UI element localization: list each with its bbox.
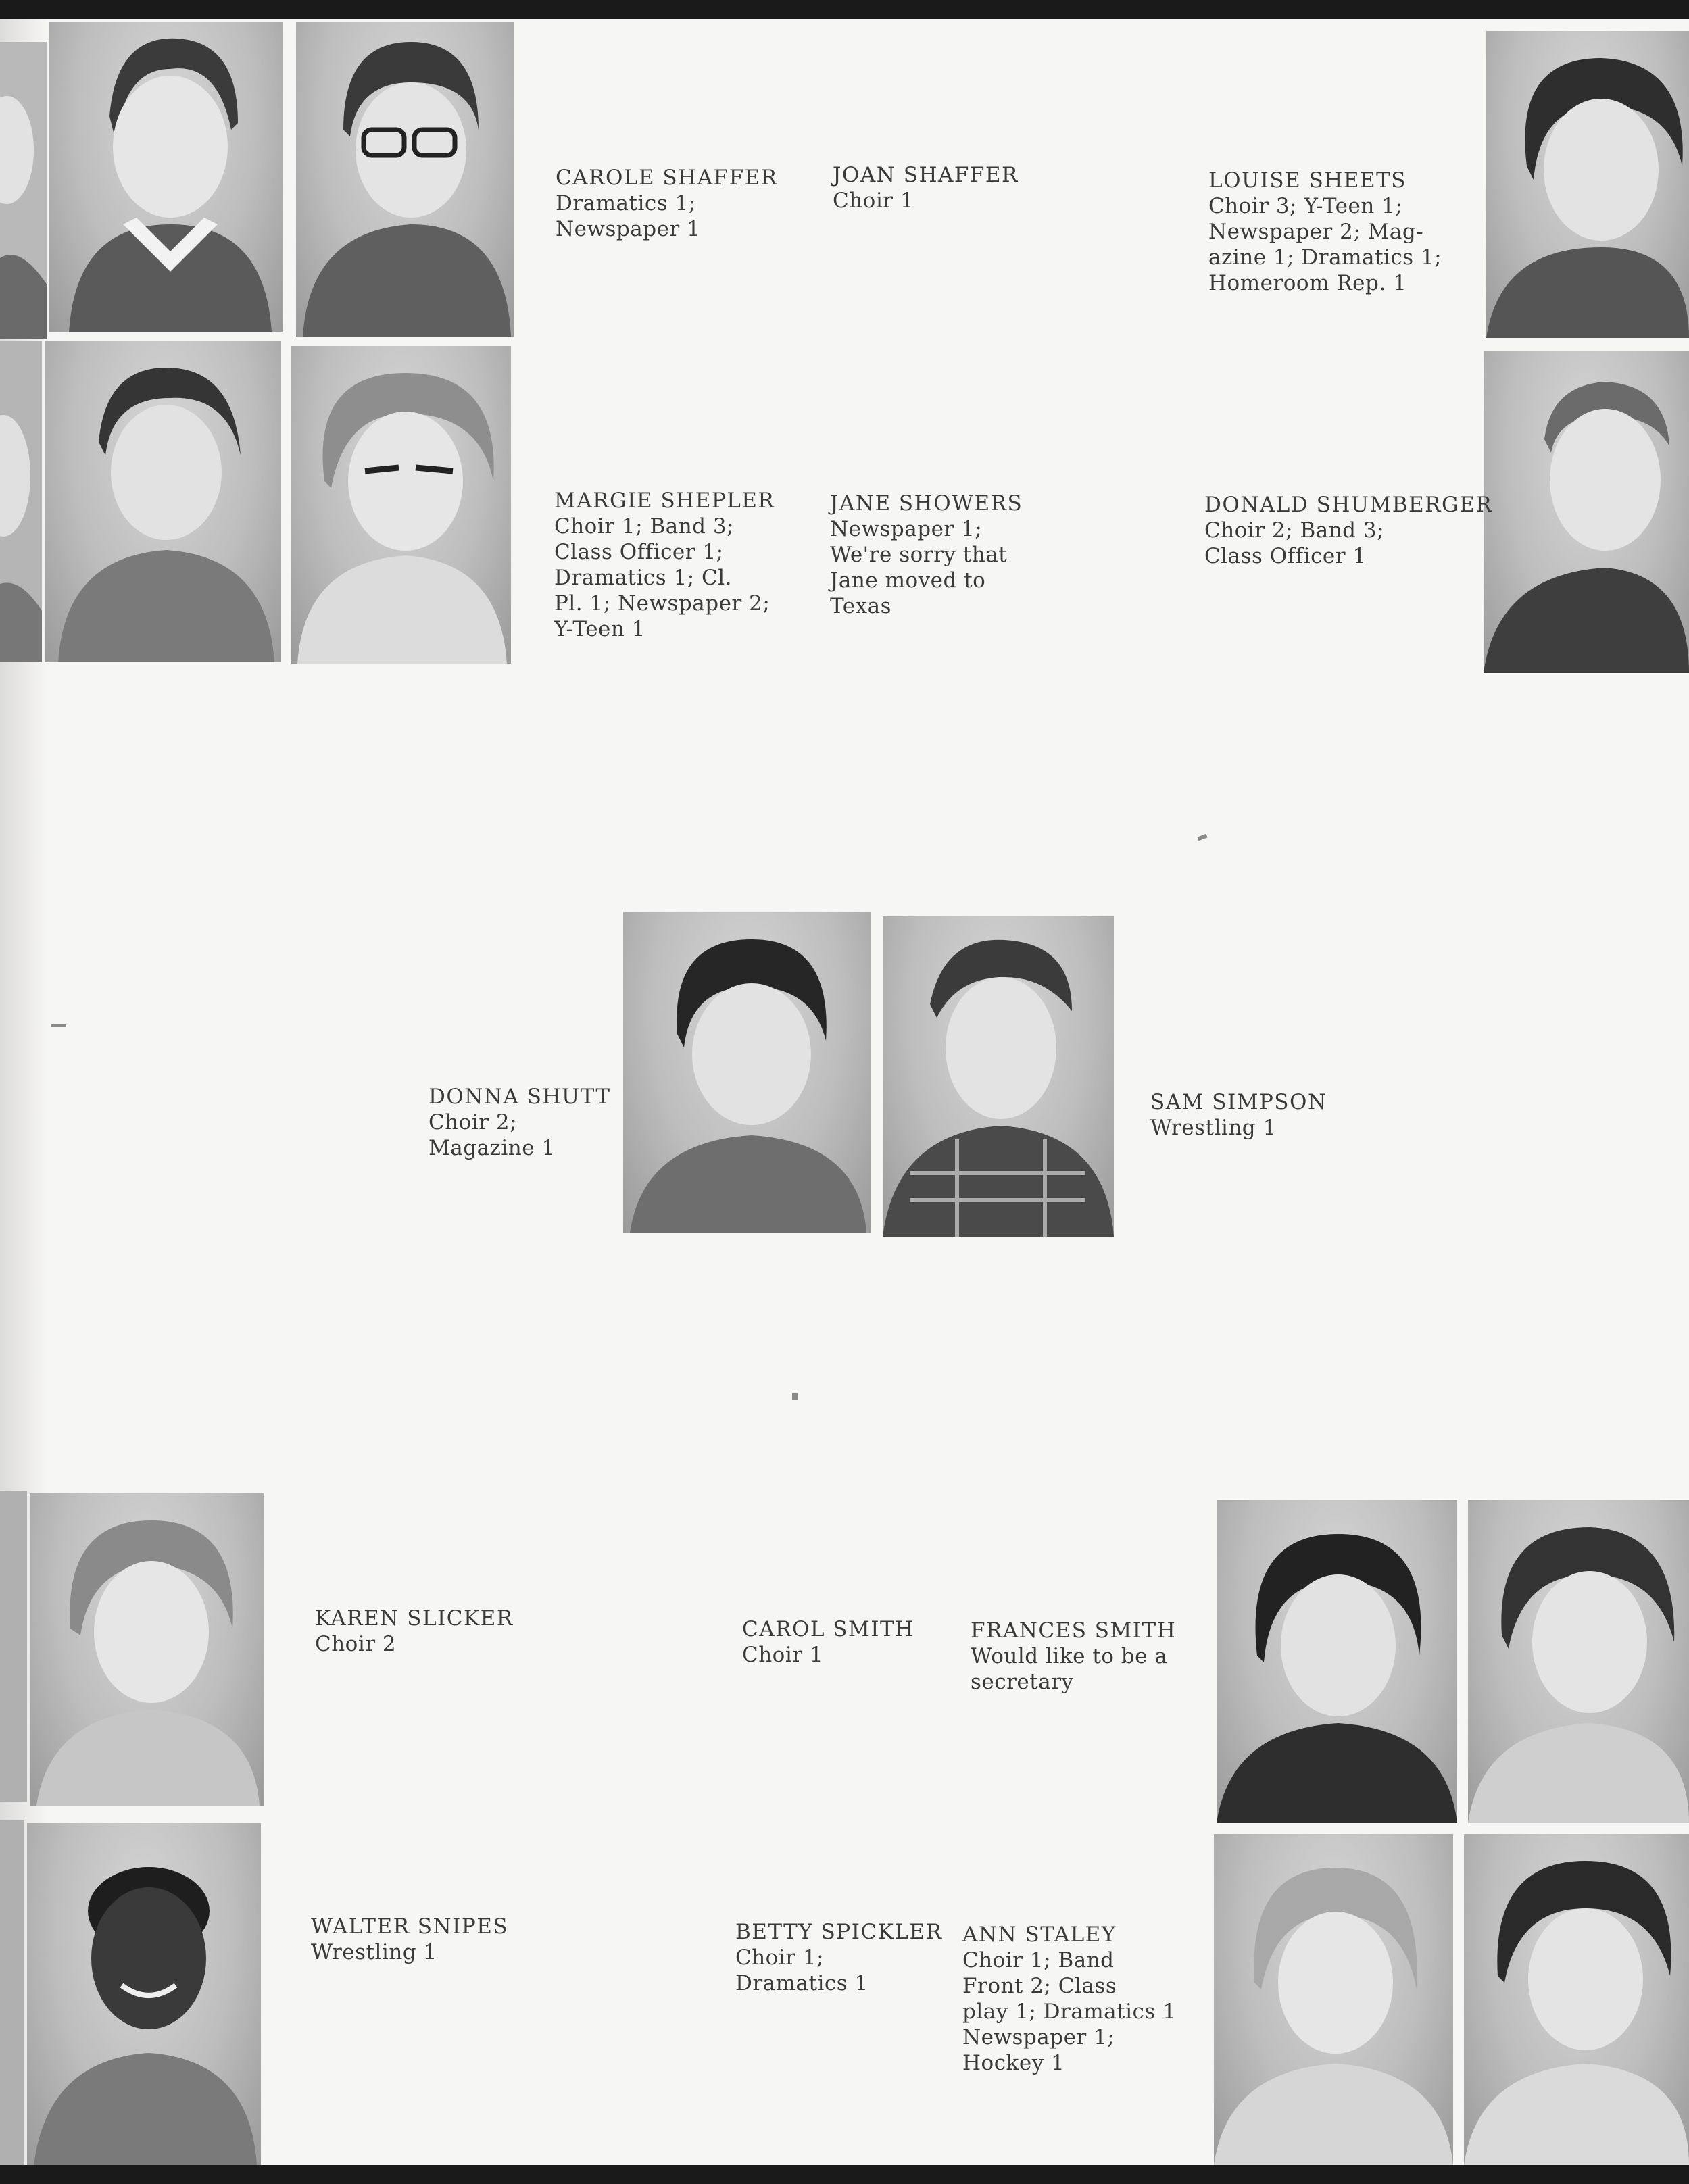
- student-activities: Choir 2; Magazine 1: [429, 1110, 556, 1160]
- student-activities: Wrestling 1: [311, 1940, 437, 1964]
- student-name: LOUISE SHEETS: [1208, 168, 1407, 193]
- portrait-photo: [1464, 1834, 1689, 2165]
- student-entry: [1150, 1064, 1327, 1141]
- student-entry: [735, 1893, 942, 1996]
- student-entry: [311, 1888, 508, 1965]
- portrait-photo: [45, 341, 281, 662]
- portrait-photo: [49, 22, 283, 332]
- student-activities: Newspaper 1; We're sorry that Jane moved to Texas: [830, 517, 1008, 618]
- student-activities: Choir 2; Band 3; Class Officer 1: [1204, 518, 1385, 568]
- student-entry: [429, 1058, 611, 1161]
- student-name: SAM SIMPSON: [1150, 1090, 1327, 1114]
- portrait-photo: [30, 1493, 264, 1806]
- student-activities: Would like to be a secretary: [971, 1644, 1168, 1694]
- student-activities: Choir 1: [742, 1643, 824, 1667]
- student-activities: Choir 2: [315, 1632, 397, 1656]
- student-activities: Choir 1: [833, 189, 914, 213]
- student-entry: [971, 1592, 1176, 1695]
- student-activities: Choir 1; Band Front 2; Class play 1; Dramatics 1 Newspaper 1; Hockey 1: [962, 1948, 1177, 2075]
- student-entry: [742, 1591, 914, 1668]
- portrait-photo: [1214, 1834, 1453, 2165]
- portrait-photo: [291, 346, 511, 664]
- portrait-photo: [0, 1491, 27, 1802]
- student-entry: [962, 1896, 1176, 2076]
- student-entry: [315, 1580, 514, 1657]
- student-name: DONNA SHUTT: [429, 1085, 611, 1109]
- portrait-photo: [0, 42, 47, 339]
- student-activities: Dramatics 1; Newspaper 1: [556, 191, 701, 241]
- student-entry: [554, 462, 775, 642]
- portrait-photo: [0, 1820, 24, 2165]
- portrait-photo: [0, 341, 42, 662]
- student-entry: [1204, 466, 1492, 569]
- page-speck: [792, 1393, 798, 1400]
- student-name: FRANCES SMITH: [971, 1618, 1177, 1643]
- portrait-photo: [1217, 1500, 1457, 1823]
- student-name: JOAN SHAFFER: [833, 163, 1019, 187]
- page-speck: [1197, 834, 1207, 841]
- student-entry: [556, 139, 778, 242]
- student-name: WALTER SNIPES: [311, 1914, 509, 1939]
- student-entry: [1208, 142, 1442, 296]
- student-name: DONALD SHUMBERGER: [1204, 493, 1493, 517]
- student-entry: [830, 465, 1023, 619]
- student-name: BETTY SPICKLER: [735, 1920, 943, 1944]
- student-name: KAREN SLICKER: [315, 1606, 514, 1631]
- yearbook-page: [0, 19, 1689, 2165]
- student-name: MARGIE SHEPLER: [554, 489, 775, 513]
- student-name: ANN STALEY: [962, 1922, 1117, 1947]
- student-activities: Choir 1; Dramatics 1: [735, 1945, 868, 1995]
- portrait-photo: [296, 22, 514, 337]
- page-speck: [51, 1024, 66, 1027]
- student-name: CAROL SMITH: [742, 1617, 914, 1641]
- portrait-photo: [883, 916, 1114, 1237]
- student-name: CAROLE SHAFFER: [556, 166, 778, 190]
- student-name: JANE SHOWERS: [830, 491, 1023, 516]
- portrait-photo: [623, 912, 871, 1233]
- student-entry: [833, 136, 1019, 214]
- student-activities: Choir 3; Y-Teen 1; Newspaper 2; Mag- azine 1; Dramatics 1; Homeroom Rep. 1: [1208, 194, 1442, 295]
- student-activities: Wrestling 1: [1150, 1116, 1277, 1140]
- portrait-photo: [27, 1823, 261, 2165]
- portrait-photo: [1486, 31, 1689, 338]
- student-activities: Choir 1; Band 3; Class Officer 1; Dramatics 1; Cl. Pl. 1; Newspaper 2; Y-Teen 1: [554, 514, 770, 641]
- portrait-photo: [1468, 1500, 1689, 1823]
- portrait-photo: [1484, 351, 1689, 673]
